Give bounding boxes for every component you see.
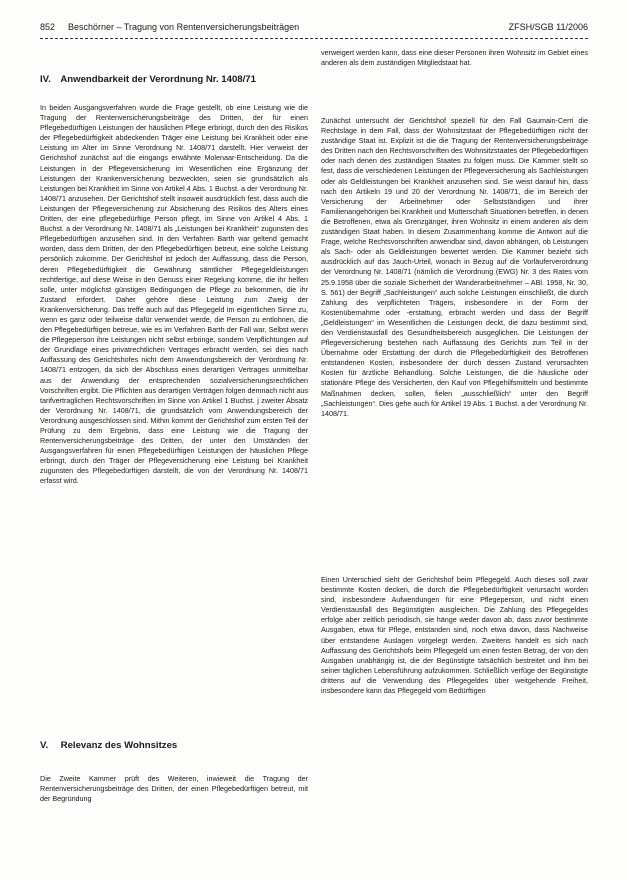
section-5-number: V. [40, 740, 49, 751]
right-bottom-paragraph: Einen Unterschied sieht der Gerichtshof beim Pflegegeld. Auch dieses soll zwar bestimmte Kosten decken, die durch die Pflegebedürftigkeit verursacht worden sind, insbesondere Aufwendungen für eine Pflegeperson, und nicht einen Verdienstausfall des Begünstigten ausgleichen. Die Zahlung des Pflegegeldes erfolge aber zeitlich periodisch, sie hänge weder davon ab, dass zuvor bestimmte Ausgaben, etwa für Pflege, entstanden sind, noch etwa davon, dass Nachweise über entstandene Auslagen vorgelegt werden. Zweitens handelt es sich nach Auffassung des Gerichtshofs beim Pflegegeld um einen festen Betrag, der von den Ausgaben unabhängig ist, die der Begünstigte tatsächlich bestreitet und ihm bei seiner täglichen Lebensführung aufzukommen. Schließlich verfüge der Begünstigte drittens auf die Verwendung des Pflegegeldes über weitgehende Freiheit, insbesondere kann das Pflegegeld vom Bedürftigen [321, 575, 588, 696]
section-5-heading [40, 740, 177, 751]
right-column-bottom [321, 575, 588, 696]
section-5-title: Relevanz des Wohnsitzes [60, 740, 178, 751]
right-mid-paragraph: Zunächst untersucht der Gerichtshof speziell für den Fall Gaumain-Cerri die Rechtslage in dem Fall, dass der Wohnsitzstaat der Pflegebedürftigen nicht der zuständige Staat ist. Explizit ist die die Tragung der Rentenversicherungsbeiträge des Dritten nach den Rechtsvorschriften des Wohnsitzstaates der Pflegebedürftigen oder nach denen des zuständigen Staates zu folgen muss. Die Kammer stellt so fest, dass die verschiedenen Leistungen der Pflegeversicherung als Sachleistungen oder als Geldleistungen bei Krankheit anzusehen sind. Sie weist darauf hin, dass nach den Artikeln 19 und 20 der Verordnung Nr. 1408/71, die im Bereich der Versicherung der Arbeitnehmer oder Selbstständigen und ihrer Familienangehörigen bei Krankheit und Mutterschaft Situationen betreffen, in denen die Betroffenen, etwa als Grenzgänger, ihren Wohnsitz in einem anderen als dem zuständigen Staat haben. In diesem Zusammenhang komme die Antwort auf die Frage, welche Rechtsvorschriften anwendbar sind, davon abhängen, ob Leistungen als Sach- oder als Geldleistungen bewertet werden. Die Kammer bezieht sich ausdrücklich auf das Jauch-Urteil, wonach in Bezug auf die Vorläuferverordnung der Verordnung Nr. 1408/71 (nämlich die Verordnung (EWG) Nr. 3 des Rates vom 25.9.1958 über die soziale Sicherheit der Wanderarbeitnehmer – ABl. 1958, Nr. 30, S. 561) der Begriff „Sachleistungen“ auch solche Leistungen einschließt, die durch Zahlung des verpflichteten Trägers, insbesondere in der Form der Kostenübernahme oder -erstattung, erbracht werden und dass der Begriff „Geldleistungen“ im Wesentlichen die Leistungen deckt, die dazu bestimmt sind, den Verdienstausfall des Gesundheitsbereich ausgeglichen. Die Leistungen der Pflegeversicherung bestehen nach Auffassung des Gerichts zum Teil in der Übernahme oder Erstattung der durch die Pflegebedürftigkeit des Betroffenen entstandenen Kosten, insbesondere der durch dessen Zustand verursachten Kosten für ärztliche Behandlung. Solche Leistungen, die die häusliche oder stationäre Pflege des Versicherten, den Kauf von Pflegehilfsmitteln und bestimmte Maßnahmen decken, sollen, fielen „ausschließlich“ unter den Begriff „Sachleistungen“. Dies gehe auch für Artikel 19 Abs. 1 Buchst. a der Verordnung Nr. 1408/71. [321, 116, 588, 418]
journal-citation: ZFSH/SGB 11/2006 [508, 22, 588, 32]
section-5-paragraph: Die Zweite Kammer prüft des Weiteren, inwieweit die Tragung der Rentenversicherungsbeiträge des Dritten, der einen Pflegebedürftigen betreut, mit der Begründung [40, 774, 308, 804]
header-rule [40, 38, 588, 39]
section-4-paragraph: In beiden Ausgangsverfahren wurde die Frage gestellt, ob eine Leistung wie die Tragung der Rentenversicherungsbeiträge des Dritten, der für einen Pflegebedürftigen Leistungen der häuslichen Pflege erbringt, durch den des Risikos der Pflegebedürftigkeit abdeckenden Träger eine Leistung bei Krankheit oder eine Leistung im Alter im Sinne Verordnung Nr. 1408/71 darstellt. Hier verweist der Gerichtshof zunächst auf die eingangs erwähnte Molenaar-Entscheidung. Da die Leistungen in der Pflegeversicherung im Wesentlichen eine Ergänzung der Leistungen der Krankenversicherung bezweckten, seien sie grundsätzlich als Leistungen bei Krankheit im Sinne von Artikel 4 Abs. 1 Buchst. a der Verordnung Nr. 1408/71 anzusehen. Der Gerichtshof stellt insoweit ausdrücklich fest, dass auch die Leistungen der Pflegeversicherung zur Absicherung des Risikos des Alters eines Dritten, der eine pflegebedürftige Person pflegt, im Sinne von Artikel 4 Abs. 1 Buchst. a der Verordnung Nr. 1408/71 als „Leistungen bei Krankheit“ zugunsten des Pflegebedürftigen anzusehen sind. In den Verfahren Barth war geltend gemacht worden, dass dem Dritten, der den Pflegebedürftigen betreut, eine solche Leistung persönlich zukomme. Der Gerichtshof ist jedoch der Auffassung, dass die Person, deren Pflegebedürftigkeit die Gewährung sämtlicher Pflegegeldleistungen rechtfertige, auf diese Weise in den Genuss einer Regelung komme, die ihr helfen solle, unter möglichst günstigen Bedingungen die Pflege zu bekommen, die ihr Zustand erfordert. Daher gehöre diese Leistung zum Zweig der Krankenversicherung. Das treffe auch auf das Pflegegeld im eigentlichen Sinne zu, wenn es ganz oder teilweise dafür verwendet werde, die Person zu entlohnen, die den Pflegebedürftigen betreue, wie es im Verfahren Barth der Fall war. Selbst wenn die Pflegeperson ihre Leistungen nicht selbst erbringe, sondern Verpflichtungen auf der Grundlage eines privatrechtlichen Vertrages erbracht werden, sei dies nach Auffassung des Gerichtshofes nicht dem Anwendungsbereich der Verordnung Nr. 1408/71 entzogen, da sich der Abschluss eines derartigen Vertrages unmittelbar aus der Anwendung der entsprechenden sozialversicherungsrechtlichen Vorschriften ergibt. Die Pflichten aus derartigen Verträgen folgen demnach nicht aus tarifvertraglichen Rechtsvorschriften im Sinne von Artikel 1 Buchst. j zweiter Absatz der Verordnung Nr. 1408/71, die grundsätzlich vom Anwendungsbereich der Verordnung ausgeschlossen sind. Mithin kommt der Gerichtshof zum ersten Teil der Prüfung zu dem Ergebnis, dass eine Leistung wie die Tragung der Rentenversicherungsbeiträge des Dritten, der unter den Umständen der Ausgangsverfahren für einen Pflegebedürftigen Leistungen der häuslichen Pflege erbringt, durch den Träger der Pflegeversicherung eine Leistung bei Krankheit zugunsten des Pflegebedürftigen darstellt, die von der Verordnung Nr. 1408/71 erfasst wird. [40, 103, 308, 486]
section-4-body [40, 103, 308, 487]
page-number: 852 [40, 22, 56, 32]
section-5-body [40, 774, 308, 804]
running-title: Beschörner – Tragung von Rentenversicherungsbeiträgen [68, 22, 300, 32]
right-column-middle [321, 116, 588, 419]
section-4-heading [40, 74, 256, 85]
section-4-title: Anwendbarkeit der Verordnung Nr. 1408/71 [60, 74, 256, 85]
right-top-paragraph: verweigert werden kann, dass eine dieser Personen ihren Wohnsitz im Gebiet eines anderen als dem zuständigen Mitgliedstaat hat. [321, 48, 588, 68]
running-header [40, 22, 588, 38]
right-column-top [321, 48, 588, 68]
section-4-number: IV. [40, 74, 51, 85]
